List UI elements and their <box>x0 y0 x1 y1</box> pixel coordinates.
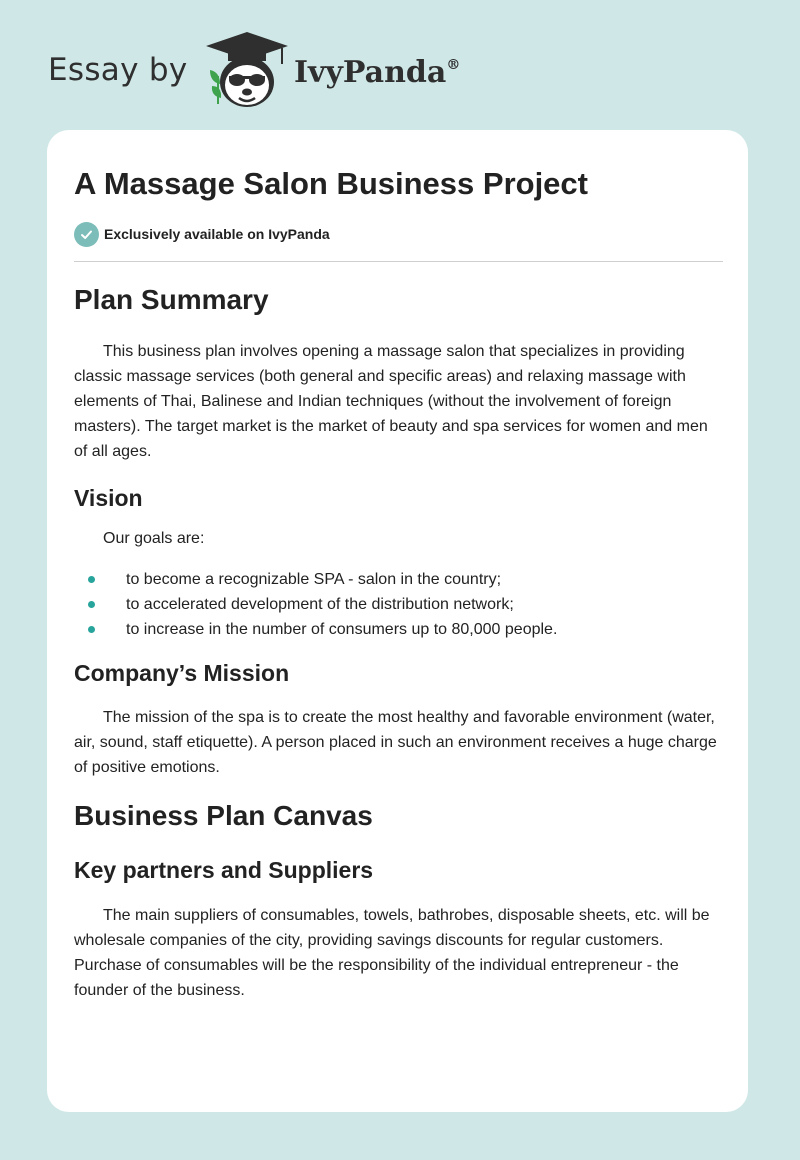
brand-name[interactable]: IvyPanda® <box>294 55 461 90</box>
bullet-dot-icon <box>88 576 95 583</box>
registered-mark: ® <box>446 57 461 73</box>
goals-list <box>74 567 724 642</box>
paragraph-mission: The mission of the spa is to create the most healthy and favorable environment (water, air, sound, staff etiquette). A person placed in such an environment receives a huge charge of positive emotions. <box>74 709 717 776</box>
check-icon <box>74 222 99 247</box>
essay-card <box>47 130 748 1112</box>
paragraph-vision-intro: Our goals are: <box>103 530 205 547</box>
site-header <box>48 30 468 110</box>
exclusive-badge <box>74 221 330 247</box>
paragraph-plan-summary: This business plan involves opening a massage salon that specializes in providing classic massage services (both general and specific areas) and relaxing massage with elements of Thai, Balinese and Indian techniques (without the involvement of foreign masters). The target market is the market of beauty and spa services for women and men of all ages. <box>74 343 708 460</box>
paragraph-partners: The main suppliers of consumables, towels, bathrobes, disposable sheets, etc. will be wholesale companies of the city, providing savings discounts for regular customers. Purchase of consumables will be the responsibility of the individual entrepreneur - the founder of the business. <box>74 907 710 999</box>
page-title: A Massage Salon Business Project <box>74 166 588 201</box>
bullet-dot-icon <box>88 601 95 608</box>
list-item: to accelerated development of the distribution network; <box>74 592 724 617</box>
badge-label: Exclusively available on IvyPanda <box>104 226 330 242</box>
bullet-dot-icon <box>88 626 95 633</box>
heading-canvas: Business Plan Canvas <box>74 800 373 831</box>
heading-plan-summary: Plan Summary <box>74 284 269 315</box>
title-divider <box>74 261 723 262</box>
list-item: to become a recognizable SPA - salon in the country; <box>74 567 724 592</box>
heading-mission: Company’s Mission <box>74 660 290 686</box>
panda-graduate-icon[interactable] <box>202 30 292 110</box>
heading-partners: Key partners and Suppliers <box>74 857 374 883</box>
heading-vision: Vision <box>74 485 143 511</box>
list-item: to increase in the number of consumers up to 80,000 people. <box>74 617 724 642</box>
brand-prefix: Essay by <box>48 52 188 88</box>
essay-body <box>74 284 724 1003</box>
